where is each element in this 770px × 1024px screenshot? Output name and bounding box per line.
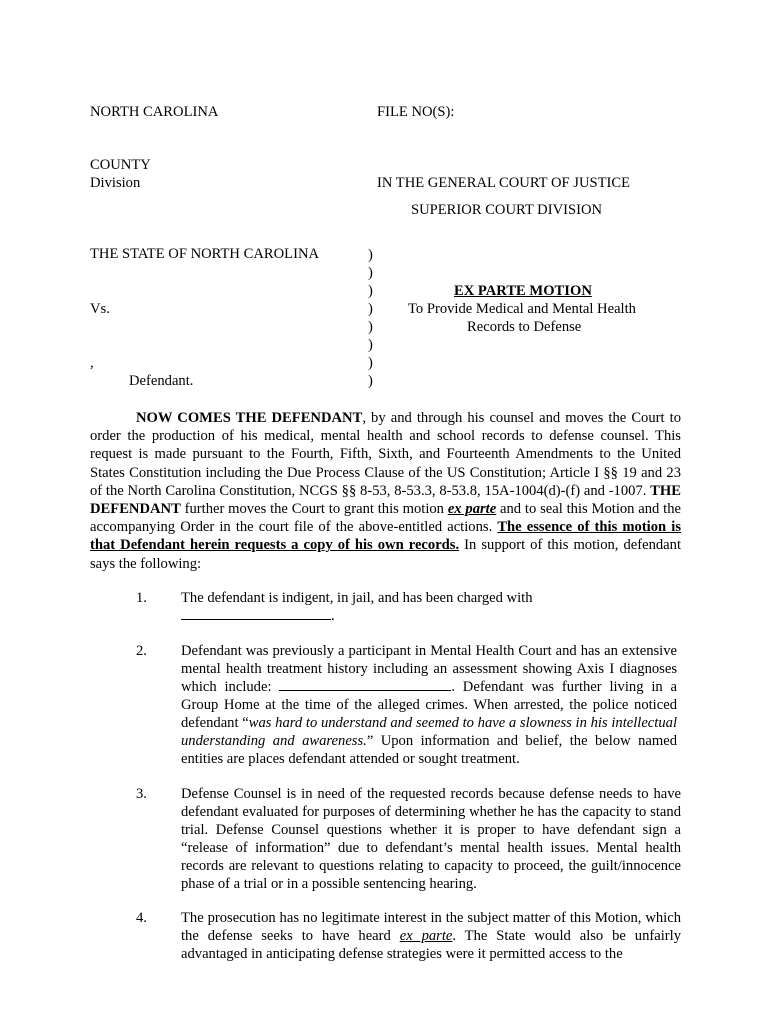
item-2-part-a: Defendant was previously a participant in Mental Health Court and has an extensive mental health treatment history including an assessment showing Axis I diagnoses which include: — [181, 643, 677, 695]
division-label: Division — [90, 175, 141, 191]
motion-subtitle-line1: To Provide Medical and Mental Health — [408, 301, 636, 317]
motion-title: EX PARTE MOTION — [454, 283, 592, 299]
item-1-end: . — [331, 608, 335, 624]
state-heading: NORTH CAROLINA — [90, 104, 219, 120]
defendant-label: Defendant. — [129, 373, 194, 389]
item-1-text — [181, 589, 681, 625]
item-number: 1. — [136, 590, 147, 606]
ex-parte-term: ex parte — [447, 501, 497, 518]
intro-text-1: , by and through his counsel and moves the Court to order the production of his medical, mental health and school records to defense counsel. This request is made pursuant to the Fourth, Fifth, Sixth, and Fourteenth Amendments to the United States Constitution including the Due Process Clause of the US Constitution; Article I §§ 19 and 23 of the North Carolina Constitution, NCGS §§ 8-53, 8-53.3, 8-53.8, 15A-1004(d)-(f) and -1007. — [90, 410, 681, 499]
county-label: COUNTY — [90, 157, 151, 173]
item-2-part-c: ” Upon information and belief, the below named entities are places defendant attended or sought treatment. — [181, 733, 677, 767]
police-quote: was hard to understand and seemed to have a slowness in his intellectual understanding and awareness. — [181, 715, 677, 749]
intro-lead: NOW COMES THE DEFENDANT — [136, 410, 363, 426]
item-2-part-b: . Defendant was further living in a Group Home at the time of the alleged crimes. When arrested, the police noticed defendant “ — [181, 679, 677, 731]
item-number: 2. — [136, 643, 147, 659]
defendant-comma: , — [90, 355, 94, 371]
caption-paren: ) — [368, 301, 373, 317]
plaintiff-name: THE STATE OF NORTH CAROLINA — [90, 246, 320, 262]
item-2-text — [181, 642, 677, 768]
versus-label: Vs. — [90, 301, 110, 317]
intro-text-2: further moves the Court to grant this motion — [180, 501, 448, 518]
essence-statement: The essence of this motion is that Defendant herein requests a copy of his own records. — [90, 519, 681, 554]
item-number: 3. — [136, 786, 147, 802]
charge-blank — [181, 607, 331, 620]
caption-paren: ) — [368, 355, 373, 371]
item-number: 4. — [136, 910, 147, 926]
court-division: SUPERIOR COURT DIVISION — [411, 202, 603, 218]
court-label: IN THE GENERAL COURT OF JUSTICE — [377, 175, 631, 191]
ex-parte-term-2: ex parte — [399, 928, 453, 944]
intro-text-4: In support of this motion, defendant says the following: — [90, 537, 682, 572]
file-number-label: FILE NO(S): — [377, 104, 455, 120]
caption-paren: ) — [368, 319, 373, 335]
item-4-part-b: . The State would also be unfairly advantaged in anticipating defense strategies were it permitted access to the — [181, 928, 681, 962]
intro-text-3: and to seal this Motion and the accompanying Order in the court file of the above-entitled actions. — [90, 501, 681, 536]
caption-paren: ) — [368, 265, 373, 281]
diagnosis-blank — [279, 678, 451, 691]
item-4-part-a: The prosecution has no legitimate interest in the subject matter of this Motion, which the defense seeks to have heard — [181, 910, 681, 944]
caption-paren: ) — [368, 337, 373, 353]
caption-paren: ) — [368, 283, 373, 299]
motion-subtitle-line2: Records to Defense — [467, 319, 582, 335]
intro-paragraph — [90, 409, 681, 573]
caption-paren: ) — [368, 373, 373, 389]
intro-lead-2: THE DEFENDANT — [90, 482, 681, 518]
item-4-text — [181, 909, 681, 963]
item-1-sentence: The defendant is indigent, in jail, and has been charged with — [181, 590, 533, 606]
caption-paren: ) — [368, 247, 373, 263]
item-3-text: Defense Counsel is in need of the requested records because defense needs to have defendant evaluated for purposes of determining whether he has the capacity to stand trial. Defense Counsel questions whether it is proper to have defendant sign a “release of information” due to defendant’s mental health issues. Mental health records are relevant to questions relating to capacity to proceed, the guilt/innocence phase of a trial or in a possible sentencing hearing. — [181, 786, 681, 892]
